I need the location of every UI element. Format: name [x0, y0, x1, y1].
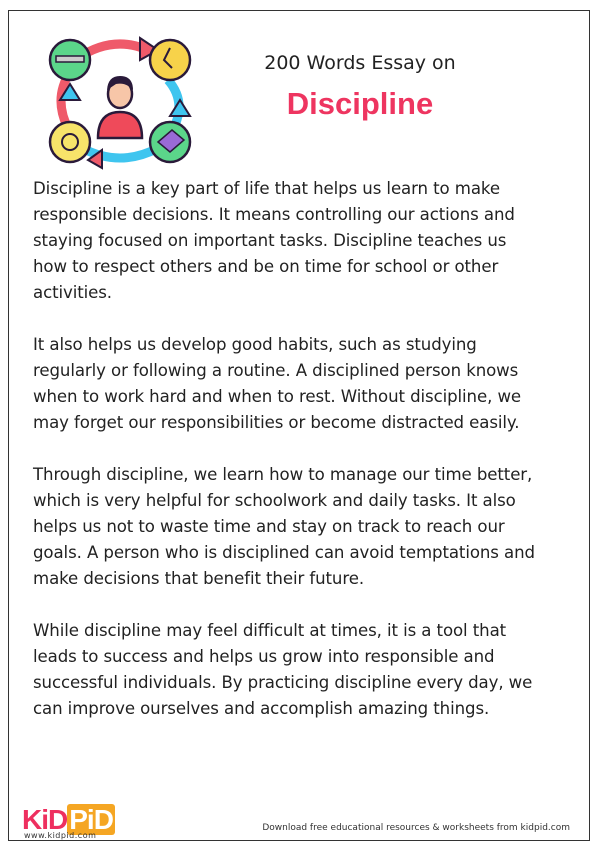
essay-body	[33, 176, 578, 748]
text-line: may forget our responsibilities or become distracted easily.	[33, 413, 520, 432]
text-line: when to work hard and when to rest. Without discipline, we	[33, 387, 522, 406]
paragraph-4	[33, 618, 578, 722]
text-line: regularly or following a routine. A disciplined person knows	[33, 361, 519, 380]
text-line: Through discipline, we learn how to manage our time better,	[33, 465, 533, 484]
text-line: how to respect others and be on time for school or other	[33, 257, 499, 276]
text-line: can improve ourselves and accomplish amazing things.	[33, 699, 490, 718]
text-line: which is very helpful for schoolwork and daily tasks. It also	[33, 491, 516, 510]
footer-note: Download free educational resources & worksheets from kidpid.com	[262, 823, 570, 833]
logo-text-kid: KiD	[22, 804, 68, 835]
clock-icon	[150, 40, 190, 80]
text-line: leads to success and helps us grow into responsible and	[33, 647, 495, 666]
discipline-cycle-illustration	[40, 20, 200, 170]
paragraph-2	[33, 332, 578, 436]
essay-subtitle: 200 Words Essay on	[264, 52, 456, 74]
text-line: activities.	[33, 283, 112, 302]
sun-icon	[50, 122, 90, 162]
essay-title: Discipline	[286, 86, 434, 121]
website-url[interactable]: www.kidpid.com	[24, 831, 97, 840]
paragraph-1	[33, 176, 578, 306]
dumbbell-icon	[50, 40, 90, 80]
person-icon	[98, 76, 142, 138]
text-line: goals. A person who is disciplined can avoid temptations and	[33, 543, 535, 562]
logo-text-pid: PiD	[69, 804, 113, 835]
paragraph-3	[33, 462, 578, 592]
text-line: make decisions that benefit their future.	[33, 569, 364, 588]
text-line: Discipline is a key part of life that helps us learn to make	[33, 179, 500, 198]
book-icon	[150, 122, 190, 162]
text-line: successful individuals. By practicing discipline every day, we	[33, 673, 533, 692]
text-line: It also helps us develop good habits, such as studying	[33, 335, 477, 354]
text-line: helps us not to waste time and stay on track to reach our	[33, 517, 505, 536]
text-line: While discipline may feel difficult at times, it is a tool that	[33, 621, 507, 640]
text-line: responsible decisions. It means controlling our actions and	[33, 205, 515, 224]
text-line: staying focused on important tasks. Discipline teaches us	[33, 231, 507, 250]
